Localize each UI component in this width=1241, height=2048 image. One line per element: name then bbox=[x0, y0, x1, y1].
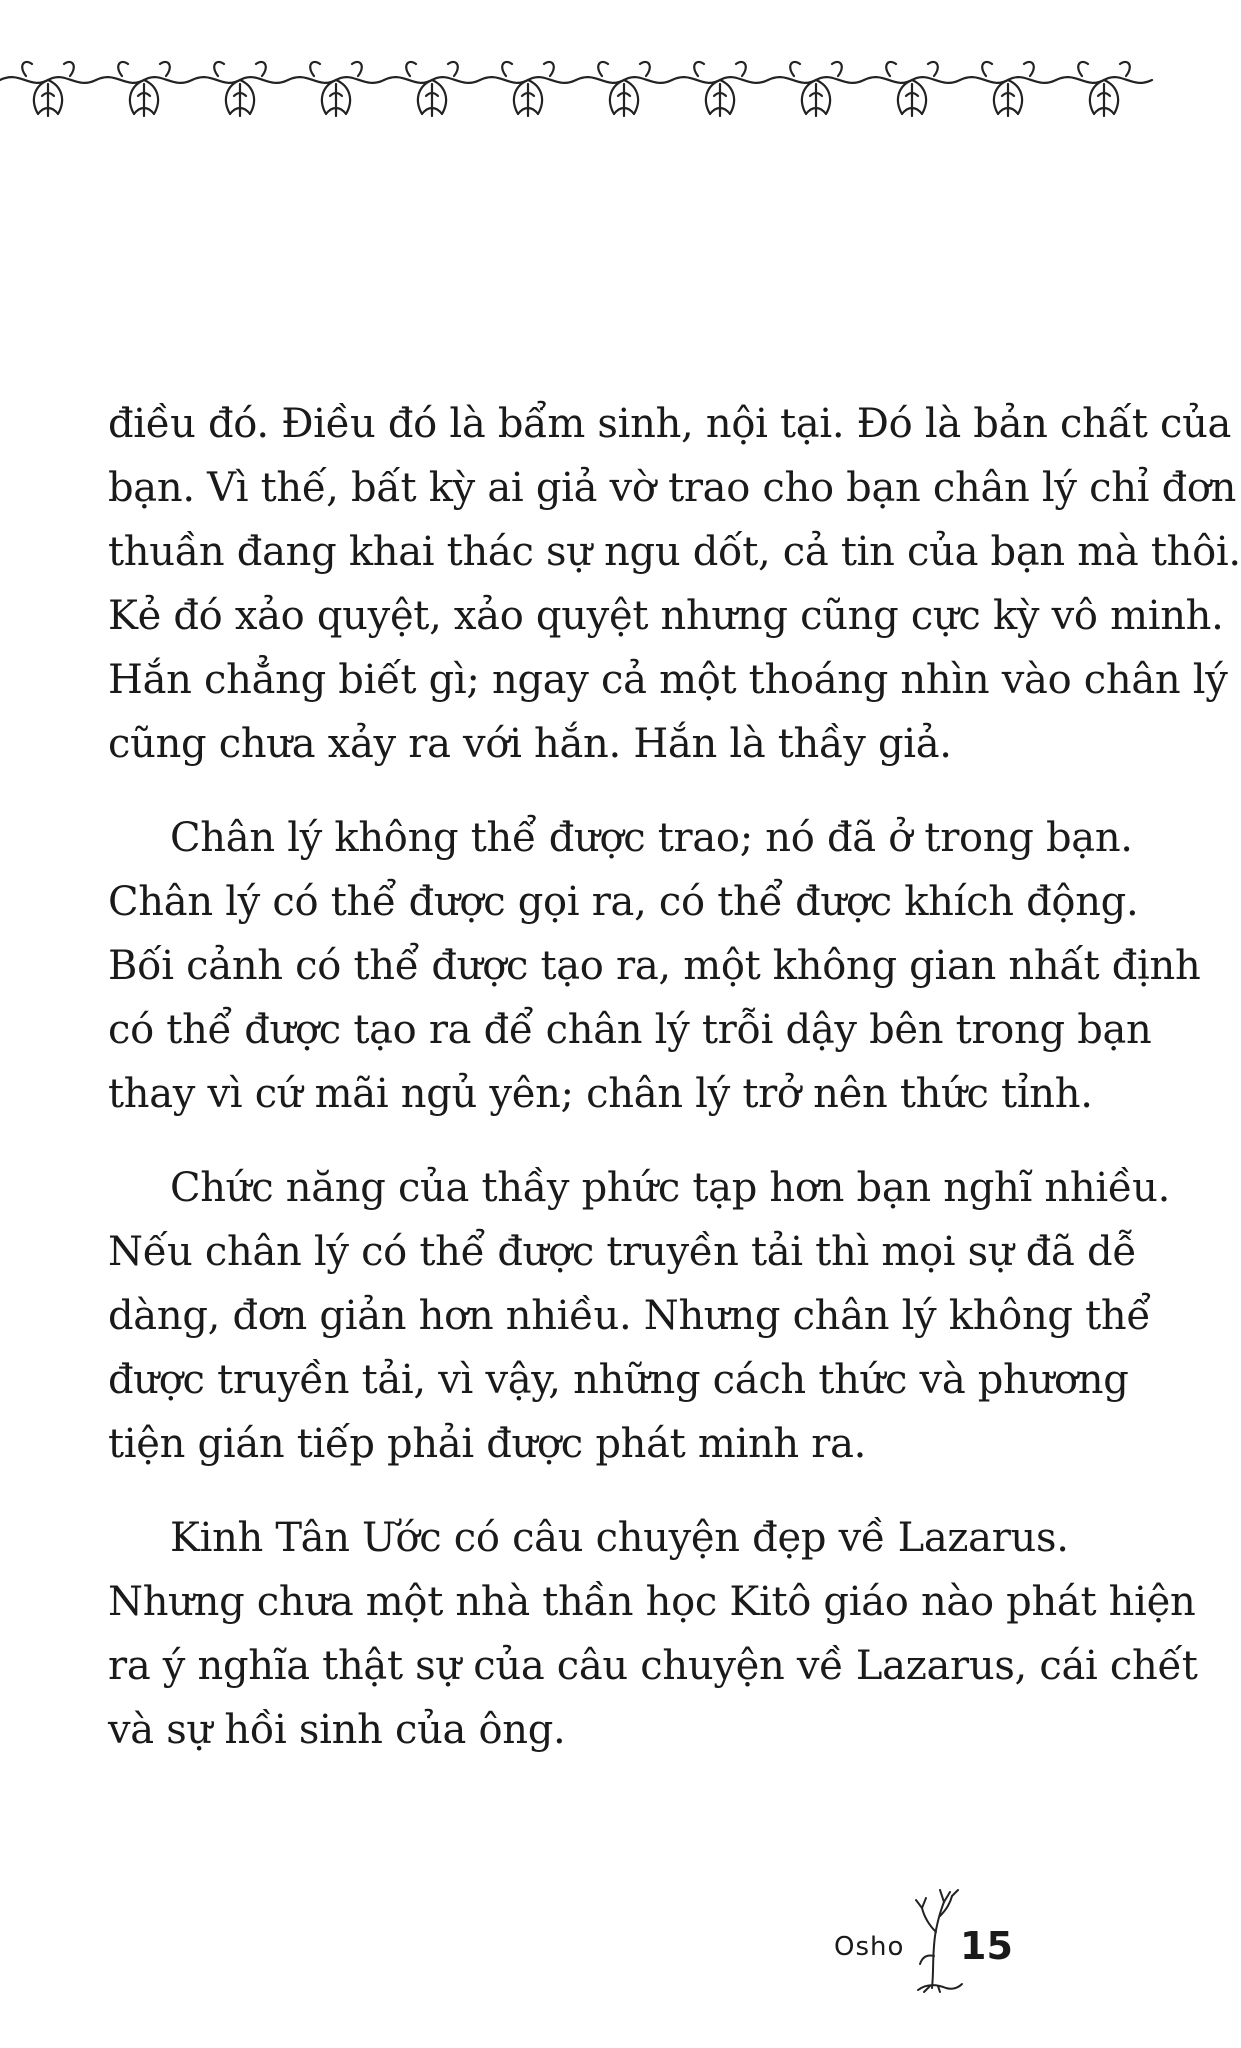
text-line: Chức năng của thầy phức tạp hơn bạn nghĩ nhiều. bbox=[170, 1165, 1171, 1211]
page-body bbox=[108, 392, 1241, 1792]
text-line: và sự hồi sinh của ông. bbox=[108, 1707, 566, 1753]
paragraph-3 bbox=[108, 1156, 1171, 1476]
text-line: Bối cảnh có thể được tạo ra, một không gian nhất định bbox=[108, 943, 1201, 989]
text-line: Chân lý có thể được gọi ra, có thể được khích động. bbox=[108, 879, 1139, 925]
header-ornament bbox=[0, 40, 1119, 130]
text-line: Chân lý không thể được trao; nó đã ở trong bạn. bbox=[170, 815, 1133, 861]
footer-author: Osho bbox=[834, 1932, 905, 1962]
ornament-motif bbox=[790, 62, 842, 116]
page-number: 15 bbox=[960, 1924, 1013, 1968]
text-line: được truyền tải, vì vậy, những cách thức và phương bbox=[108, 1357, 1129, 1403]
ornament-motif bbox=[214, 62, 266, 116]
ornament-vine bbox=[0, 77, 1152, 83]
text-line: điều đó. Điều đó là bẩm sinh, nội tại. Đó là bản chất của bbox=[108, 401, 1232, 447]
text-line: cũng chưa xảy ra với hắn. Hắn là thầy giả. bbox=[108, 721, 952, 767]
ornament-motif bbox=[406, 62, 458, 116]
ornament-motif bbox=[886, 62, 938, 116]
paragraph-2 bbox=[108, 806, 1201, 1126]
ornament-motif bbox=[1078, 62, 1130, 116]
text-line: Nhưng chưa một nhà thần học Kitô giáo nào phát hiện bbox=[108, 1579, 1196, 1625]
text-line: thay vì cứ mãi ngủ yên; chân lý trở nên thức tỉnh. bbox=[108, 1071, 1093, 1117]
ornament-motif bbox=[598, 62, 650, 116]
ornament-motif bbox=[310, 62, 362, 116]
text-line: bạn. Vì thế, bất kỳ ai giả vờ trao cho bạn chân lý chỉ đơn bbox=[108, 465, 1237, 511]
text-line: ra ý nghĩa thật sự của câu chuyện về Lazarus, cái chết bbox=[108, 1643, 1198, 1689]
paragraph-1 bbox=[108, 392, 1241, 776]
ornament-motif bbox=[502, 62, 554, 116]
text-line: có thể được tạo ra để chân lý trỗi dậy bên trong bạn bbox=[108, 1007, 1152, 1053]
text-line: dàng, đơn giản hơn nhiều. Nhưng chân lý không thể bbox=[108, 1293, 1151, 1339]
ornament-motif bbox=[118, 62, 170, 116]
page-footer bbox=[828, 1880, 1028, 2000]
paragraph-4 bbox=[108, 1506, 1198, 1762]
text-line: Kẻ đó xảo quyệt, xảo quyệt nhưng cũng cực kỳ vô minh. bbox=[108, 593, 1224, 639]
text-line: Nếu chân lý có thể được truyền tải thì mọi sự đã dễ bbox=[108, 1229, 1137, 1275]
text-line: thuần đang khai thác sự ngu dốt, cả tin của bạn mà thôi. bbox=[108, 529, 1241, 575]
text-line: Kinh Tân Ước có câu chuyện đẹp về Lazarus. bbox=[170, 1515, 1069, 1561]
ornament-motif bbox=[22, 62, 74, 116]
text-line: Hắn chẳng biết gì; ngay cả một thoáng nhìn vào chân lý bbox=[108, 657, 1228, 703]
ornament-motif bbox=[982, 62, 1034, 116]
text-line: tiện gián tiếp phải được phát minh ra. bbox=[108, 1421, 867, 1467]
ornament-motif bbox=[694, 62, 746, 116]
